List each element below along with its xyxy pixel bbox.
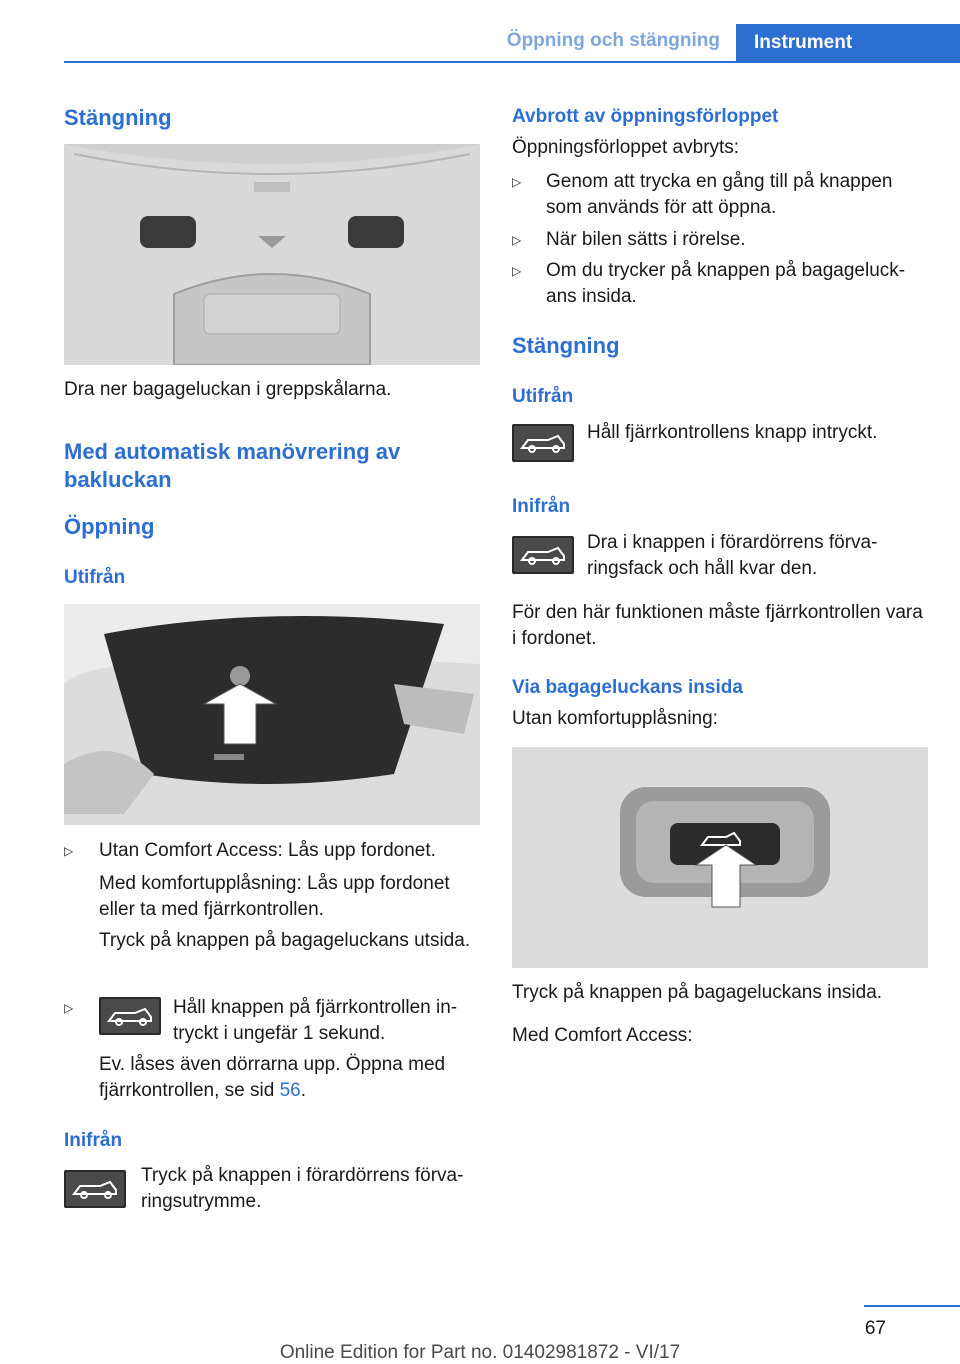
page-header: [0, 0, 960, 62]
trunk-button-icon: [512, 424, 574, 462]
trunk-button-icon: [512, 536, 574, 574]
footer-rule: [864, 1305, 960, 1307]
avbrott-item-3: Om du trycker på knappen på bagageluckans insida.: [546, 260, 906, 307]
bullet-2-text: Håll knappen på fjärrkontrollen intryckt i ungefär 1 sekund.: [173, 997, 458, 1044]
note-end: .: [300, 1080, 306, 1101]
avbrott-item-1: Genom att trycka en gång till på knappen som används för att öppna.: [546, 171, 893, 218]
page-number: 67: [864, 1318, 886, 1339]
bullet-1-line-3: Tryck på knappen på bagageluckans utsida.: [99, 930, 471, 951]
heading-inifran-left: Inifrån: [64, 1130, 123, 1151]
med-comfort: Med Comfort Access:: [512, 1025, 693, 1046]
edition-footer: Online Edition for Part no. 01402981872 - VI/17: [279, 1342, 681, 1363]
heading-via-insida: Via bagageluckans insida: [512, 677, 743, 698]
bullet-1-line-1: Utan Comfort Access: Lås upp fordonet.: [99, 840, 436, 861]
bullet-triangle-icon: ▷: [512, 264, 522, 278]
car-rear-illustration: [64, 604, 480, 825]
bullet-triangle-icon: ▷: [64, 844, 74, 858]
section-title: Öppning och stängning: [506, 30, 720, 51]
heading-oppning: Öppning: [64, 514, 155, 539]
chapter-tab: Instrument: [736, 24, 960, 62]
bullet-2-note: [99, 1052, 480, 1104]
bullet-triangle-icon: ▷: [512, 233, 522, 247]
utifran-text-right: Håll fjärrkontrollens knapp intryckt.: [587, 422, 878, 443]
car-rear-image: [64, 604, 480, 825]
heading-inifran-right: Inifrån: [512, 496, 571, 517]
inifran-text-left: Tryck på knappen i förardörrens förvaringsutrymme.: [141, 1165, 464, 1212]
heading-utifran-right: Utifrån: [512, 386, 574, 407]
utan-komfort: Utan komfortupplåsning:: [512, 708, 718, 729]
trunk-button-icon: [99, 997, 161, 1035]
heading-avbrott: Avbrott av öppningsförloppet: [512, 106, 779, 127]
caption-inside: Tryck på knappen på bagageluckans insida.: [512, 982, 883, 1003]
remote-note: För den här funktionen måste fjärrkontrollen vara i fordonet.: [512, 602, 923, 649]
heading-automatic: Med automatisk manövrering av bakluckan: [64, 439, 401, 492]
inifran-text-right: Dra i knappen i förardörrens förvaringsfack och håll kvar den.: [587, 532, 878, 579]
trunk-lid-interior-illustration: [64, 144, 480, 365]
page-link[interactable]: 56: [279, 1080, 301, 1101]
avbrott-item-2: När bilen sätts i rörelse.: [546, 229, 746, 250]
heading-utifran-left: Utifrån: [64, 567, 126, 588]
caption-pull-down: Dra ner bagageluckan i greppskålarna.: [64, 379, 392, 400]
bullet-1-line-2: Med komfortupplåsning: Lås upp fordonet eller ta med fjärrkontrollen.: [99, 873, 450, 920]
inside-button-illustration: [512, 747, 928, 968]
heading-stangning: Stängning: [64, 105, 172, 130]
bullet-triangle-icon: ▷: [512, 175, 522, 189]
note-text: Ev. låses även dörrarna upp. Öppna med fjärrkontrollen, se sid: [99, 1054, 446, 1101]
trunk-lid-interior-image: [64, 144, 480, 365]
inside-button-image: [512, 747, 928, 968]
heading-stangning-right: Stängning: [512, 333, 620, 358]
header-rule: [64, 61, 960, 63]
avbrott-intro: Öppningsförloppet avbryts:: [512, 137, 740, 158]
trunk-button-icon: [64, 1170, 126, 1208]
bullet-triangle-icon: ▷: [64, 1001, 74, 1015]
